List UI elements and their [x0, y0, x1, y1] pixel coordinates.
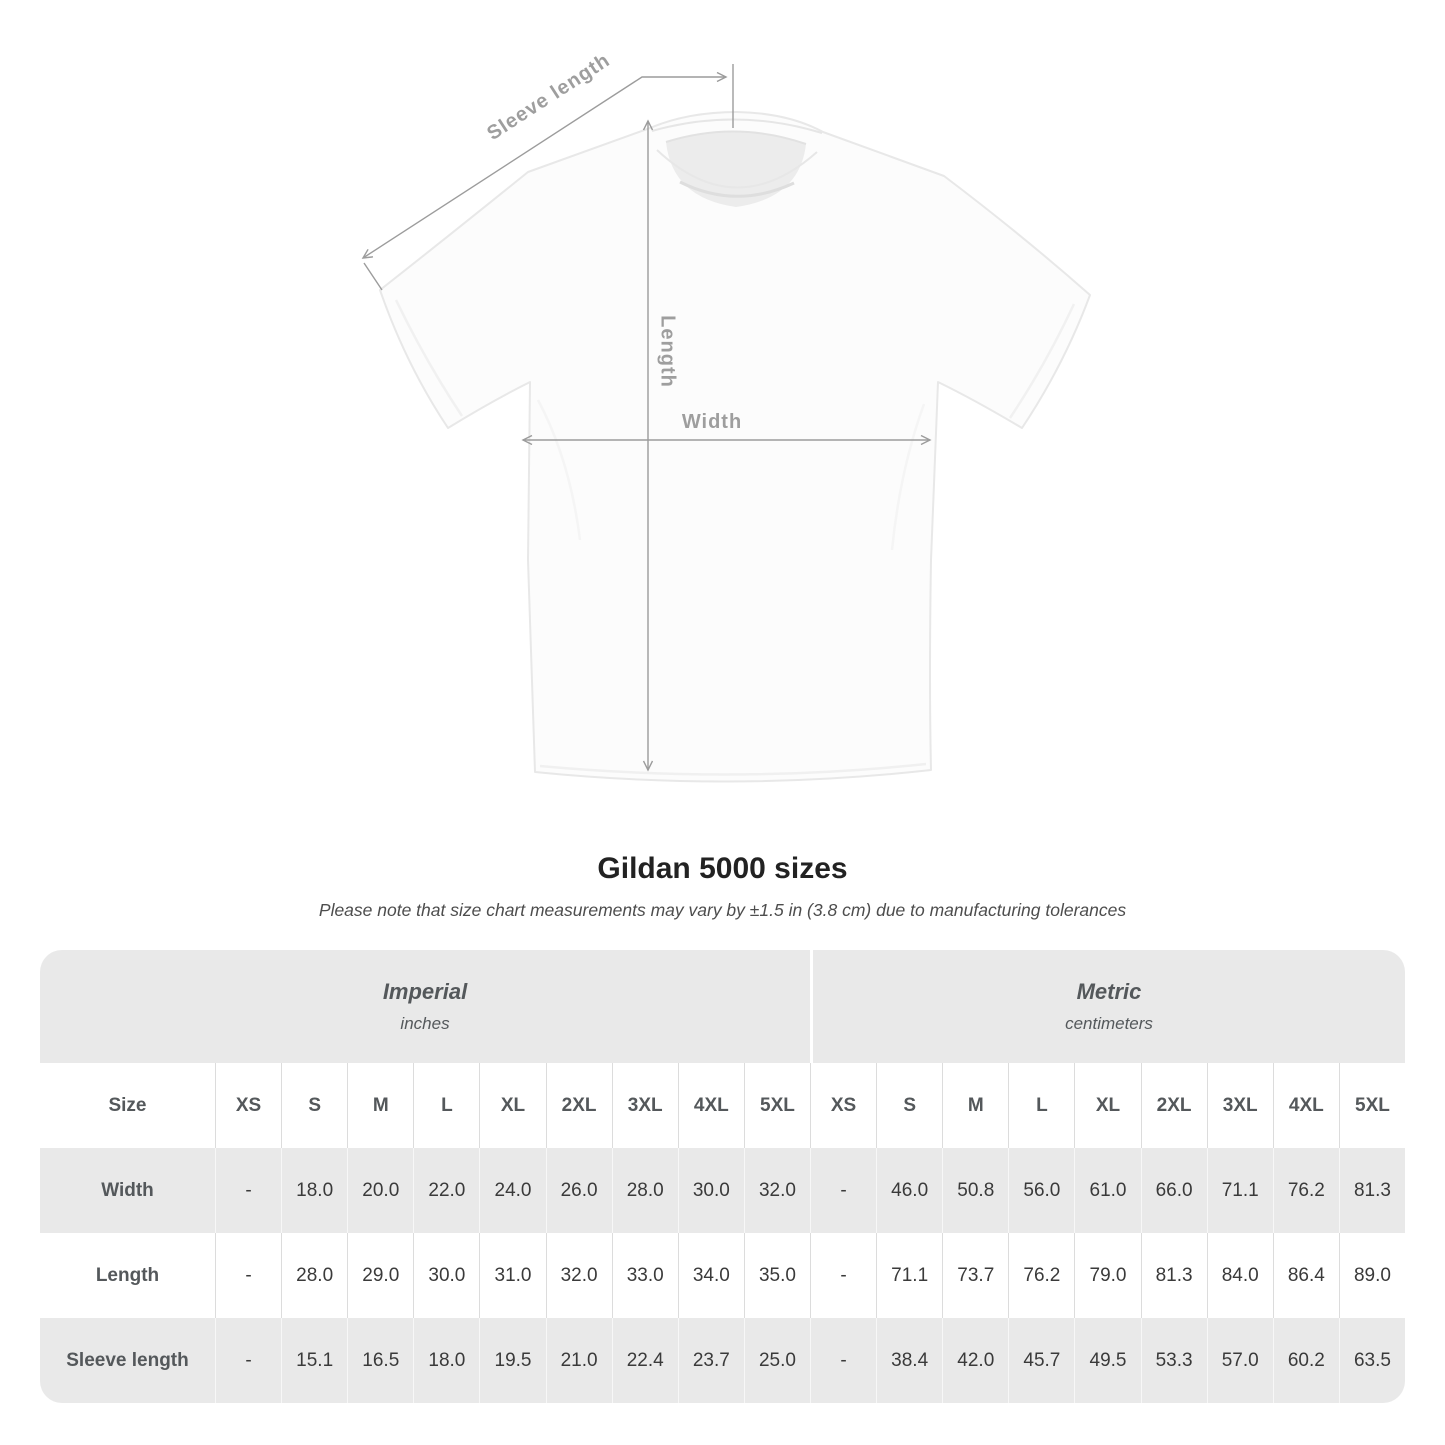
- col-header-met-3xl: 3XL: [1207, 1063, 1273, 1148]
- value-cell: 15.1: [281, 1318, 347, 1403]
- col-header-imp-4xl: 4XL: [678, 1063, 744, 1148]
- value-cell: 30.0: [413, 1233, 479, 1318]
- value-cell: 81.3: [1339, 1148, 1405, 1233]
- value-cell: 26.0: [546, 1148, 612, 1233]
- page-title: Gildan 5000 sizes: [597, 852, 848, 885]
- value-cell: 56.0: [1008, 1148, 1074, 1233]
- value-cell: 28.0: [612, 1148, 678, 1233]
- row-label: Length: [95, 1264, 160, 1286]
- value-cell: 18.0: [281, 1148, 347, 1233]
- value-cell: -: [810, 1148, 876, 1233]
- col-header-imp-l: L: [413, 1063, 479, 1148]
- value-cell: 32.0: [744, 1148, 810, 1233]
- value-cell: 35.0: [744, 1233, 810, 1318]
- value-cell: -: [215, 1148, 281, 1233]
- col-header-met-xs: XS: [810, 1063, 876, 1148]
- col-header-met-xl: XL: [1074, 1063, 1140, 1148]
- width-label: Width: [681, 411, 743, 433]
- value-cell: 34.0: [678, 1233, 744, 1318]
- imperial-group-header: [40, 950, 810, 1063]
- value-cell: 33.0: [612, 1233, 678, 1318]
- value-cell: 57.0: [1207, 1318, 1273, 1403]
- size-header-row: [40, 1063, 1405, 1148]
- value-cell: 16.5: [347, 1318, 413, 1403]
- col-header-imp-xl: XL: [479, 1063, 545, 1148]
- value-cell: 22.0: [413, 1148, 479, 1233]
- cuff-reference-tick: [364, 263, 382, 290]
- value-cell: -: [215, 1318, 281, 1403]
- value-cell: 20.0: [347, 1148, 413, 1233]
- value-cell: 46.0: [876, 1148, 942, 1233]
- value-cell: 84.0: [1207, 1233, 1273, 1318]
- col-header-imp-m: M: [347, 1063, 413, 1148]
- col-header-imp-2xl: 2XL: [546, 1063, 612, 1148]
- length-label: Length: [656, 315, 679, 388]
- value-cell: 18.0: [413, 1318, 479, 1403]
- imperial-group-units: inches: [400, 1014, 450, 1033]
- value-cell: 25.0: [744, 1318, 810, 1403]
- value-cell: 89.0: [1339, 1233, 1405, 1318]
- row-label: Sleeve length: [66, 1349, 189, 1371]
- value-cell: 60.2: [1273, 1318, 1339, 1403]
- value-cell: 79.0: [1074, 1233, 1140, 1318]
- col-header-imp-3xl: 3XL: [612, 1063, 678, 1148]
- value-cell: 71.1: [876, 1233, 942, 1318]
- value-cell: 21.0: [546, 1318, 612, 1403]
- value-cell: -: [215, 1233, 281, 1318]
- col-header-imp-xs: XS: [215, 1063, 281, 1148]
- value-cell: 86.4: [1273, 1233, 1339, 1318]
- value-cell: 29.0: [347, 1233, 413, 1318]
- value-cell: 30.0: [678, 1148, 744, 1233]
- value-cell: 76.2: [1008, 1233, 1074, 1318]
- value-cell: 45.7: [1008, 1318, 1074, 1403]
- col-header-met-l: L: [1008, 1063, 1074, 1148]
- metric-group-header: [810, 950, 1405, 1063]
- table-row-sleeve-length: [40, 1318, 1405, 1403]
- col-header-met-5xl: 5XL: [1339, 1063, 1405, 1148]
- tshirt-graphic: [330, 60, 1120, 820]
- value-cell: 76.2: [1273, 1148, 1339, 1233]
- tolerance-note: Please note that size chart measurements may vary by ±1.5 in (3.8 cm) due to manufacturing tolerances: [318, 900, 1127, 920]
- col-header-met-2xl: 2XL: [1141, 1063, 1207, 1148]
- size-table: [40, 950, 1405, 1403]
- value-cell: 24.0: [479, 1148, 545, 1233]
- unit-group-header-row: [40, 950, 1405, 1063]
- value-cell: 23.7: [678, 1318, 744, 1403]
- col-header-imp-s: S: [281, 1063, 347, 1148]
- value-cell: 42.0: [942, 1318, 1008, 1403]
- value-cell: -: [810, 1318, 876, 1403]
- value-cell: 53.3: [1141, 1318, 1207, 1403]
- sleeve-length-label: Sleeve length: [483, 49, 615, 145]
- imperial-group-label: Imperial: [382, 979, 468, 1004]
- value-cell: 50.8: [942, 1148, 1008, 1233]
- metric-group-units: centimeters: [1065, 1014, 1153, 1033]
- value-cell: 63.5: [1339, 1318, 1405, 1403]
- value-cell: 49.5: [1074, 1318, 1140, 1403]
- value-cell: 81.3: [1141, 1233, 1207, 1318]
- col-header-imp-5xl: 5XL: [744, 1063, 810, 1148]
- value-cell: 61.0: [1074, 1148, 1140, 1233]
- value-cell: 31.0: [479, 1233, 545, 1318]
- value-cell: 71.1: [1207, 1148, 1273, 1233]
- table-row-length: [40, 1233, 1405, 1318]
- tshirt-silhouette: [380, 112, 1090, 782]
- value-cell: 22.4: [612, 1318, 678, 1403]
- value-cell: 38.4: [876, 1318, 942, 1403]
- value-cell: -: [810, 1233, 876, 1318]
- table-row-width: [40, 1148, 1405, 1233]
- value-cell: 73.7: [942, 1233, 1008, 1318]
- value-cell: 66.0: [1141, 1148, 1207, 1233]
- value-cell: 28.0: [281, 1233, 347, 1318]
- value-cell: 32.0: [546, 1233, 612, 1318]
- metric-group-label: Metric: [1076, 979, 1142, 1004]
- col-header-met-m: M: [942, 1063, 1008, 1148]
- col-header-met-s: S: [876, 1063, 942, 1148]
- row-label: Width: [101, 1179, 154, 1201]
- value-cell: 19.5: [479, 1318, 545, 1403]
- size-header-label: Size: [108, 1094, 147, 1116]
- col-header-met-4xl: 4XL: [1273, 1063, 1339, 1148]
